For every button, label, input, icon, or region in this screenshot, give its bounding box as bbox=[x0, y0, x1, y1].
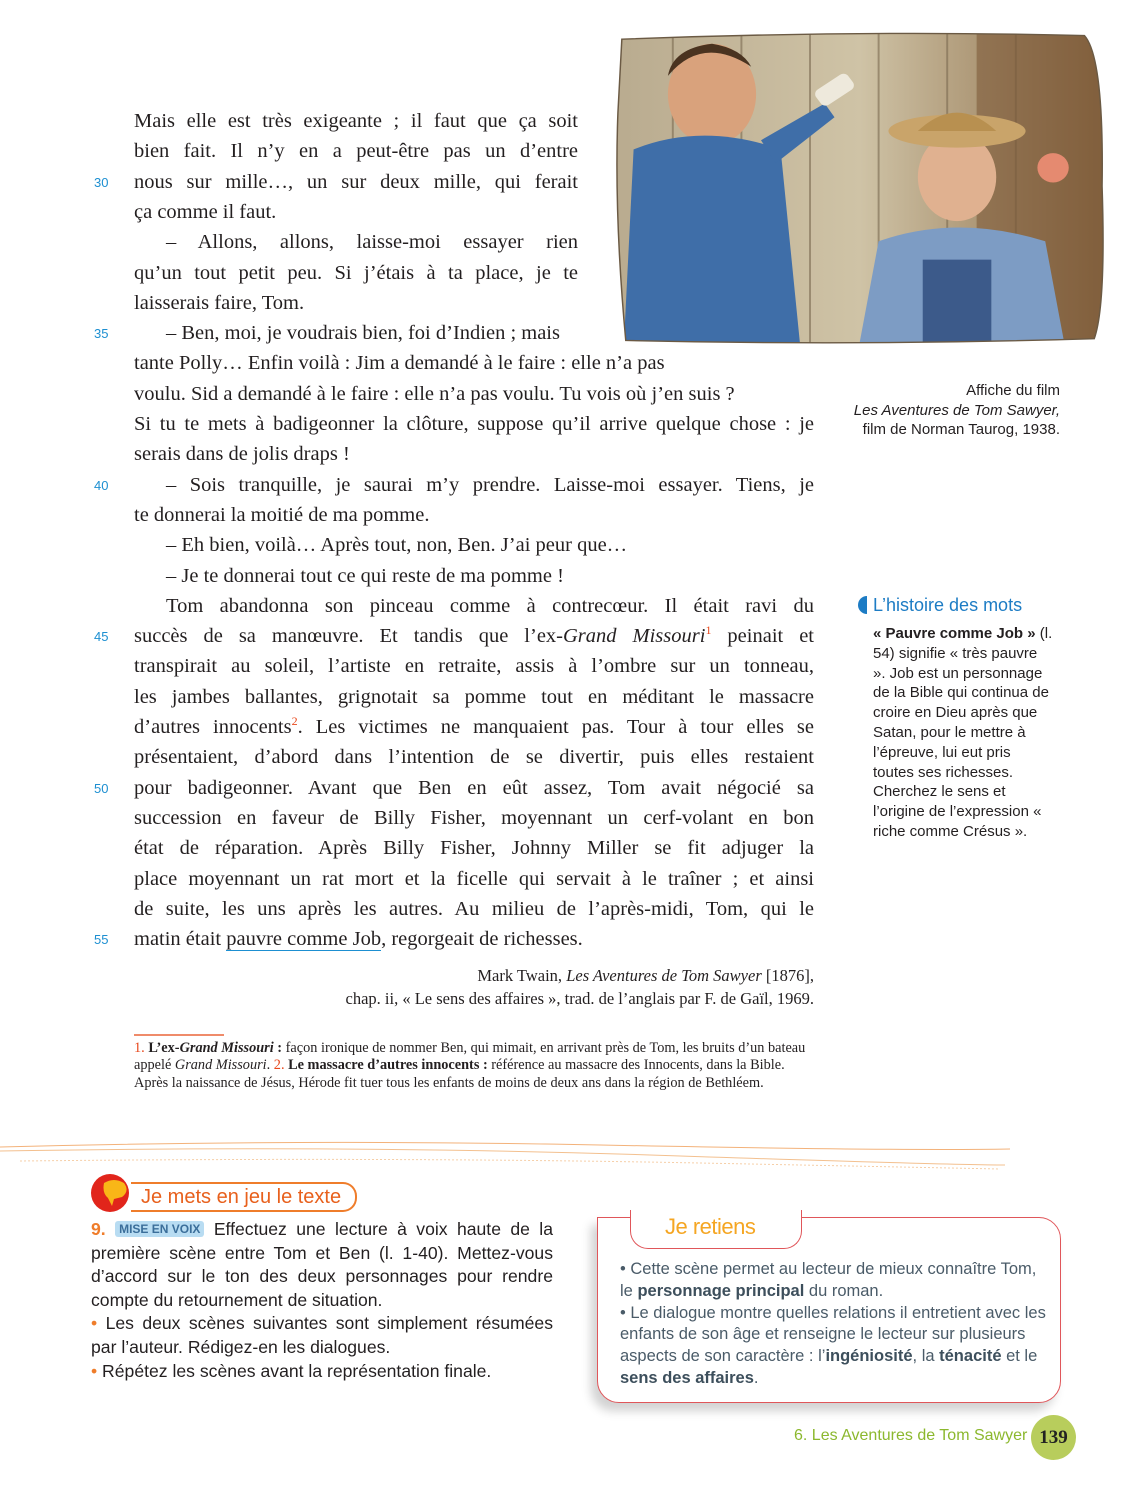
text-line bbox=[134, 382, 735, 406]
line-number: 35 bbox=[94, 326, 109, 341]
footnote-colon: : bbox=[273, 1040, 283, 1056]
retiens-bold: personnage principal bbox=[637, 1281, 805, 1300]
question-number: 9. bbox=[91, 1219, 106, 1239]
source-author: Mark Twain, bbox=[477, 966, 567, 985]
footnote-text: façon ironique de nommer Ben, qui mimait, en arrivant près de Tom, les bruits d’un bateau appelé bbox=[134, 1040, 806, 1074]
film-poster-photo bbox=[614, 30, 1106, 346]
footnote-text: Grand Missouri bbox=[174, 1057, 267, 1074]
text-segment: – Ben, moi, je voudrais bien, foi d’Indien ; mais bbox=[166, 322, 560, 344]
text-segment: – Je te donnerai tout ce qui reste de ma pomme ! bbox=[166, 565, 564, 587]
footnote-term: Grand Missouri bbox=[179, 1040, 274, 1056]
source-line-1 bbox=[477, 966, 814, 986]
chapter-title: 6. Les Aventures de Tom Sawyer bbox=[794, 1427, 1028, 1444]
text-segment: transpirait au soleil, l’artiste en retraite, assis à l’ombre sur un tonneau, bbox=[134, 655, 814, 677]
text-line bbox=[134, 442, 350, 466]
photo-caption bbox=[854, 381, 1060, 440]
text-line bbox=[134, 230, 578, 254]
footnote-divider bbox=[134, 1034, 224, 1036]
bullet-icon: • bbox=[91, 1360, 98, 1381]
line-number: 55 bbox=[94, 932, 109, 947]
text-line bbox=[134, 139, 578, 163]
footnote-number: 1. bbox=[134, 1040, 145, 1056]
text-segment: te donnerai la moitié de ma pomme. bbox=[134, 504, 430, 526]
text-segment: ça comme il faut. bbox=[134, 201, 277, 223]
text-line bbox=[134, 836, 814, 860]
text-segment: qu’un tout petit peu. Si j’étais à ta place, je te bbox=[134, 262, 578, 284]
text-segment: laisserais faire, Tom. bbox=[134, 292, 305, 314]
text-line bbox=[134, 594, 814, 618]
text-line bbox=[134, 715, 814, 739]
text-line bbox=[134, 927, 583, 951]
text-segment: d’autres innocents bbox=[134, 716, 292, 738]
text-segment: Tom abandonna son pinceau comme à contrecœur. Il était ravi du bbox=[166, 595, 814, 617]
retiens-text: , la bbox=[912, 1347, 940, 1366]
source-line-2: chap. ii, « Le sens des affaires », trad. de l’anglais par F. de Gaïl, 1969. bbox=[345, 989, 814, 1008]
text-segment: , regorgeait de richesses. bbox=[381, 928, 583, 950]
text-segment: peinait et bbox=[711, 625, 814, 647]
decorative-wave-divider bbox=[0, 1135, 1125, 1175]
text-line bbox=[134, 654, 814, 678]
activity-bullet-text: Les deux scènes suivantes sont simplement résumées par l’auteur. Rédigez-en les dialogues. bbox=[91, 1313, 553, 1357]
text-line bbox=[134, 170, 578, 194]
text-line bbox=[134, 291, 304, 315]
text-segment: pour badigeonner. Avant que Ben en eût assez, Tom avait négocié sa bbox=[134, 777, 814, 799]
source-year: [1876], bbox=[761, 966, 814, 985]
text-segment: – Allons, allons, laisse-moi essayer rien bbox=[166, 231, 578, 253]
text-segment: de suite, les uns après les autres. Au milieu de l’après-midi, Tom, qui le bbox=[134, 898, 814, 920]
page-number: 139 bbox=[1031, 1415, 1076, 1460]
je-retiens-body bbox=[620, 1259, 1050, 1390]
word-history-body bbox=[873, 624, 1053, 842]
mise-en-voix-badge: MISE EN VOIX bbox=[115, 1221, 204, 1237]
text-segment: présentaient, d’abord dans l’intention de se divertir, puis elles restaient bbox=[134, 746, 814, 768]
speech-bubble-icon bbox=[90, 1173, 134, 1213]
text-line bbox=[134, 776, 814, 800]
text-line bbox=[134, 503, 429, 527]
activity-bullet-text: Répétez les scènes avant la représentation finale. bbox=[97, 1360, 492, 1381]
retiens-text: • Cette scène permet au lecteur de mieux connaître Tom, le bbox=[620, 1260, 1037, 1300]
half-circle-icon bbox=[858, 596, 867, 614]
text-line bbox=[134, 473, 814, 497]
text-line bbox=[134, 564, 564, 588]
text-line bbox=[134, 533, 627, 557]
je-retiens-title: Je retiens bbox=[665, 1214, 756, 1239]
text-segment: matin était bbox=[134, 928, 227, 950]
footnote-term: L’ex- bbox=[148, 1040, 180, 1056]
text-segment: – Eh bien, voilà… Après tout, non, Ben. J’ai peur que… bbox=[166, 534, 628, 556]
footnotes bbox=[134, 1040, 818, 1092]
source-title: Les Aventures de Tom Sawyer bbox=[566, 966, 762, 985]
text-segment: les jambes ballantes, grignotait sa pomme tout en méditant le massacre bbox=[134, 686, 814, 708]
text-line bbox=[134, 897, 814, 921]
text-line bbox=[134, 867, 814, 891]
text-segment: serais dans de jolis draps ! bbox=[134, 443, 350, 465]
caption-film-title: Les Aventures de Tom Sawyer, bbox=[853, 401, 1060, 419]
text-segment: état de réparation. Après Billy Fisher, Johnny Miller se fit adjuger la bbox=[134, 837, 814, 859]
text-segment: nous sur mille…, un sur deux mille, qui ferait bbox=[134, 171, 578, 193]
line-number: 30 bbox=[94, 175, 109, 190]
text-line bbox=[134, 745, 814, 769]
text-line bbox=[134, 200, 276, 224]
activity-body bbox=[91, 1218, 553, 1383]
question-text: Effectuez une lecture à voix haute de la première scène entre Tom et Ben (l. 1-40). Mettez-vous d’accord sur le ton des deux personnages pour rendre compte du retournement de situation. bbox=[91, 1219, 553, 1310]
word-history-title-text: L’histoire des mots bbox=[873, 595, 1023, 615]
text-segment: succession en faveur de Billy Fisher, moyennant un cerf-volant en bon bbox=[134, 807, 814, 829]
caption-line: Affiche du film bbox=[966, 382, 1060, 399]
text-segment: voulu. Sid a demandé à le faire : elle n’a pas voulu. Tu vois où j’en suis ? bbox=[134, 383, 735, 405]
line-number: 40 bbox=[94, 478, 109, 493]
text-line bbox=[134, 806, 814, 830]
footnote-ref: 1 bbox=[705, 623, 712, 638]
line-number: 50 bbox=[94, 781, 109, 796]
text-segment: – Sois tranquille, je saurai m’y prendre. Laisse-moi essayer. Tiens, je bbox=[166, 474, 814, 496]
text-line bbox=[134, 351, 665, 375]
line-number: 45 bbox=[94, 629, 109, 644]
footnote-term: Le massacre d’autres innocents : bbox=[284, 1057, 488, 1074]
activity-title: Je mets en jeu le texte bbox=[131, 1182, 357, 1212]
text-line bbox=[134, 109, 578, 133]
text-segment: succès de sa manœuvre. Et tandis que l’ex- bbox=[134, 625, 563, 647]
retiens-text: • Le dialogue montre quelles relations il entretient avec les enfants de son âge et renseigne le lecteur sur plusieurs aspects de son caractère : l’ bbox=[620, 1303, 1046, 1366]
caption-line: film de Norman Taurog, 1938. bbox=[862, 421, 1060, 438]
glossary-link[interactable]: pauvre comme Job bbox=[226, 928, 382, 950]
text-segment: Grand Missouri bbox=[563, 625, 706, 647]
word-history-text: (l. 54) signifie « très pauvre ». Job est un personnage de la Bible qui continua de croire en Dieu après que Satan, pour le mettre à l’épreuve, lui eut pris toutes ses richesses. Cherchez le sens et l’origine de l’expression « riche comme Crésus ». bbox=[873, 625, 1053, 840]
text-segment: place moyennant un rat mort et la ficelle qui servait à le traîner ; et ainsi bbox=[134, 868, 814, 890]
retiens-text: . bbox=[753, 1368, 759, 1387]
word-history-term: « Pauvre comme Job » bbox=[873, 625, 1036, 642]
footnote-text: référence au massacre des Innocents, dans la Bible. Après la naissance de Jésus, Hérode fit tuer tous les enfants de moins de deux ans dans la région de Bethléem. bbox=[134, 1057, 785, 1091]
text-line bbox=[134, 261, 578, 285]
bullet-icon: • bbox=[91, 1313, 98, 1334]
footnote-ref: 2 bbox=[291, 714, 298, 729]
word-history-title bbox=[858, 595, 1022, 616]
text-line bbox=[134, 321, 560, 345]
retiens-text: du roman. bbox=[804, 1281, 884, 1300]
text-segment: . Les victimes ne manquaient pas. Tour à tour elles se bbox=[297, 716, 814, 738]
footnote-text: . bbox=[266, 1057, 274, 1074]
retiens-bold: ingéniosité bbox=[825, 1347, 913, 1366]
text-line bbox=[134, 624, 814, 648]
retiens-bold: ténacité bbox=[939, 1347, 1002, 1366]
text-line bbox=[134, 685, 814, 709]
retiens-bold: sens des affaires bbox=[620, 1368, 754, 1387]
footnote-number: 2. bbox=[273, 1057, 285, 1074]
text-segment: Mais elle est très exigeante ; il faut que ça soit bbox=[134, 110, 578, 132]
text-line bbox=[134, 412, 814, 436]
text-segment: tante Polly… Enfin voilà : Jim a demandé à le faire : elle n’a pas bbox=[134, 352, 665, 374]
text-segment: Si tu te mets à badigeonner la clôture, suppose qu’il arrive quelque chose : je bbox=[134, 413, 814, 435]
retiens-text: et le bbox=[1001, 1347, 1038, 1366]
text-segment: bien fait. Il n’y en a peut-être pas un d’entre bbox=[134, 140, 578, 162]
